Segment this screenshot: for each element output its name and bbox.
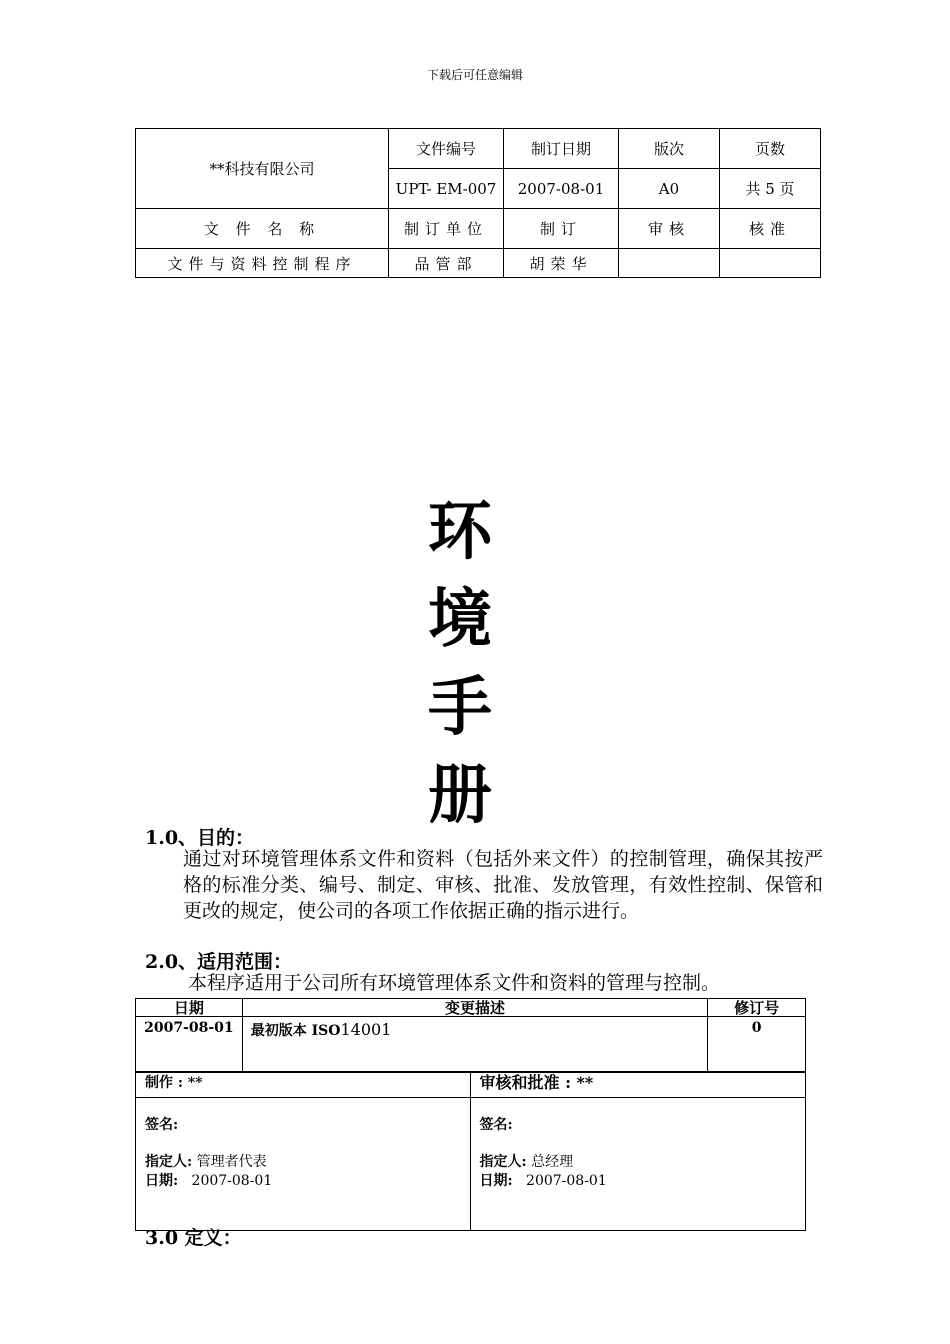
- right-signature-box: [470, 1098, 806, 1231]
- document-info-table: [135, 128, 821, 278]
- revision-desc-text: 最初版本 ISO: [250, 1023, 341, 1039]
- right-sign-label: 签名:: [479, 1117, 513, 1133]
- revision-no-header: 修订号: [708, 999, 806, 1017]
- left-signature-box: [136, 1098, 471, 1231]
- revision-description: [242, 1017, 708, 1073]
- right-designee-value: 总经理: [531, 1154, 574, 1170]
- revision-date: 2007-08-01: [136, 1017, 243, 1073]
- right-date-value: 2007-08-01: [526, 1173, 607, 1189]
- company-name: **科技有限公司: [136, 129, 389, 209]
- section-2-body: 本程序适用于公司所有环境管理体系文件和资料的管理与控制。: [188, 972, 721, 994]
- reviewer-value: [619, 249, 720, 278]
- title-char-3: 手: [428, 671, 492, 745]
- pages-value: 共 5 页: [720, 169, 821, 209]
- left-date-label: 日期:: [145, 1173, 179, 1189]
- doc-no-value: UPT- EM-007: [389, 169, 504, 209]
- header-note: 下载后可任意编辑: [426, 68, 523, 82]
- section-1-title: 1.0、目的：: [145, 827, 255, 849]
- section-3-title: 3.0 定义：: [145, 1227, 242, 1249]
- left-designee-value: 管理者代表: [196, 1154, 267, 1170]
- doc-name-label: 文 件 名 称: [136, 209, 389, 249]
- manual-title: [420, 488, 500, 840]
- revision-desc-standard: 14001: [340, 1020, 392, 1039]
- approve-label: 核准: [720, 209, 821, 249]
- approved-by-label: 审核和批准 : **: [470, 1072, 806, 1098]
- title-char-2: 境: [428, 583, 492, 657]
- revision-date-header: 日期: [136, 999, 243, 1017]
- section-2-title: 2.0、适用范围：: [145, 951, 293, 973]
- made-by-label: 制作 : **: [136, 1072, 471, 1098]
- author-label: 制订: [504, 209, 619, 249]
- author-value: 胡荣华: [504, 249, 619, 278]
- left-date-value: 2007-08-01: [191, 1173, 273, 1189]
- title-char-1: 环: [428, 495, 492, 569]
- date-header: 制订日期: [504, 129, 619, 169]
- approver-value: [720, 249, 821, 278]
- title-char-4: 册: [428, 759, 492, 833]
- unit-label: 制订单位: [389, 209, 504, 249]
- left-sign-label: 签名:: [145, 1117, 179, 1133]
- review-label: 审核: [619, 209, 720, 249]
- pages-header: 页数: [720, 129, 821, 169]
- doc-no-header: 文件编号: [389, 129, 504, 169]
- unit-value: 品管部: [389, 249, 504, 278]
- revision-table: [135, 998, 806, 1073]
- right-designee-label: 指定人:: [479, 1154, 527, 1170]
- revision-number: 0: [708, 1017, 806, 1073]
- version-header: 版次: [619, 129, 720, 169]
- date-value: 2007-08-01: [504, 169, 619, 209]
- left-designee-label: 指定人:: [145, 1154, 193, 1170]
- section-1-body: 通过对环境管理体系文件和资料（包括外来文件）的控制管理，确保其按严格的标准分类、编号、制定、审核、批准、发放管理，有效性控制、保管和更改的规定，使公司的各项工作依据正确的指示进行。: [183, 848, 823, 922]
- version-value: A0: [619, 169, 720, 209]
- signoff-table: [135, 1071, 806, 1231]
- revision-desc-header: 变更描述: [242, 999, 708, 1017]
- right-date-label: 日期:: [479, 1173, 513, 1189]
- doc-name-value: 文件与资料控制程序: [136, 249, 389, 278]
